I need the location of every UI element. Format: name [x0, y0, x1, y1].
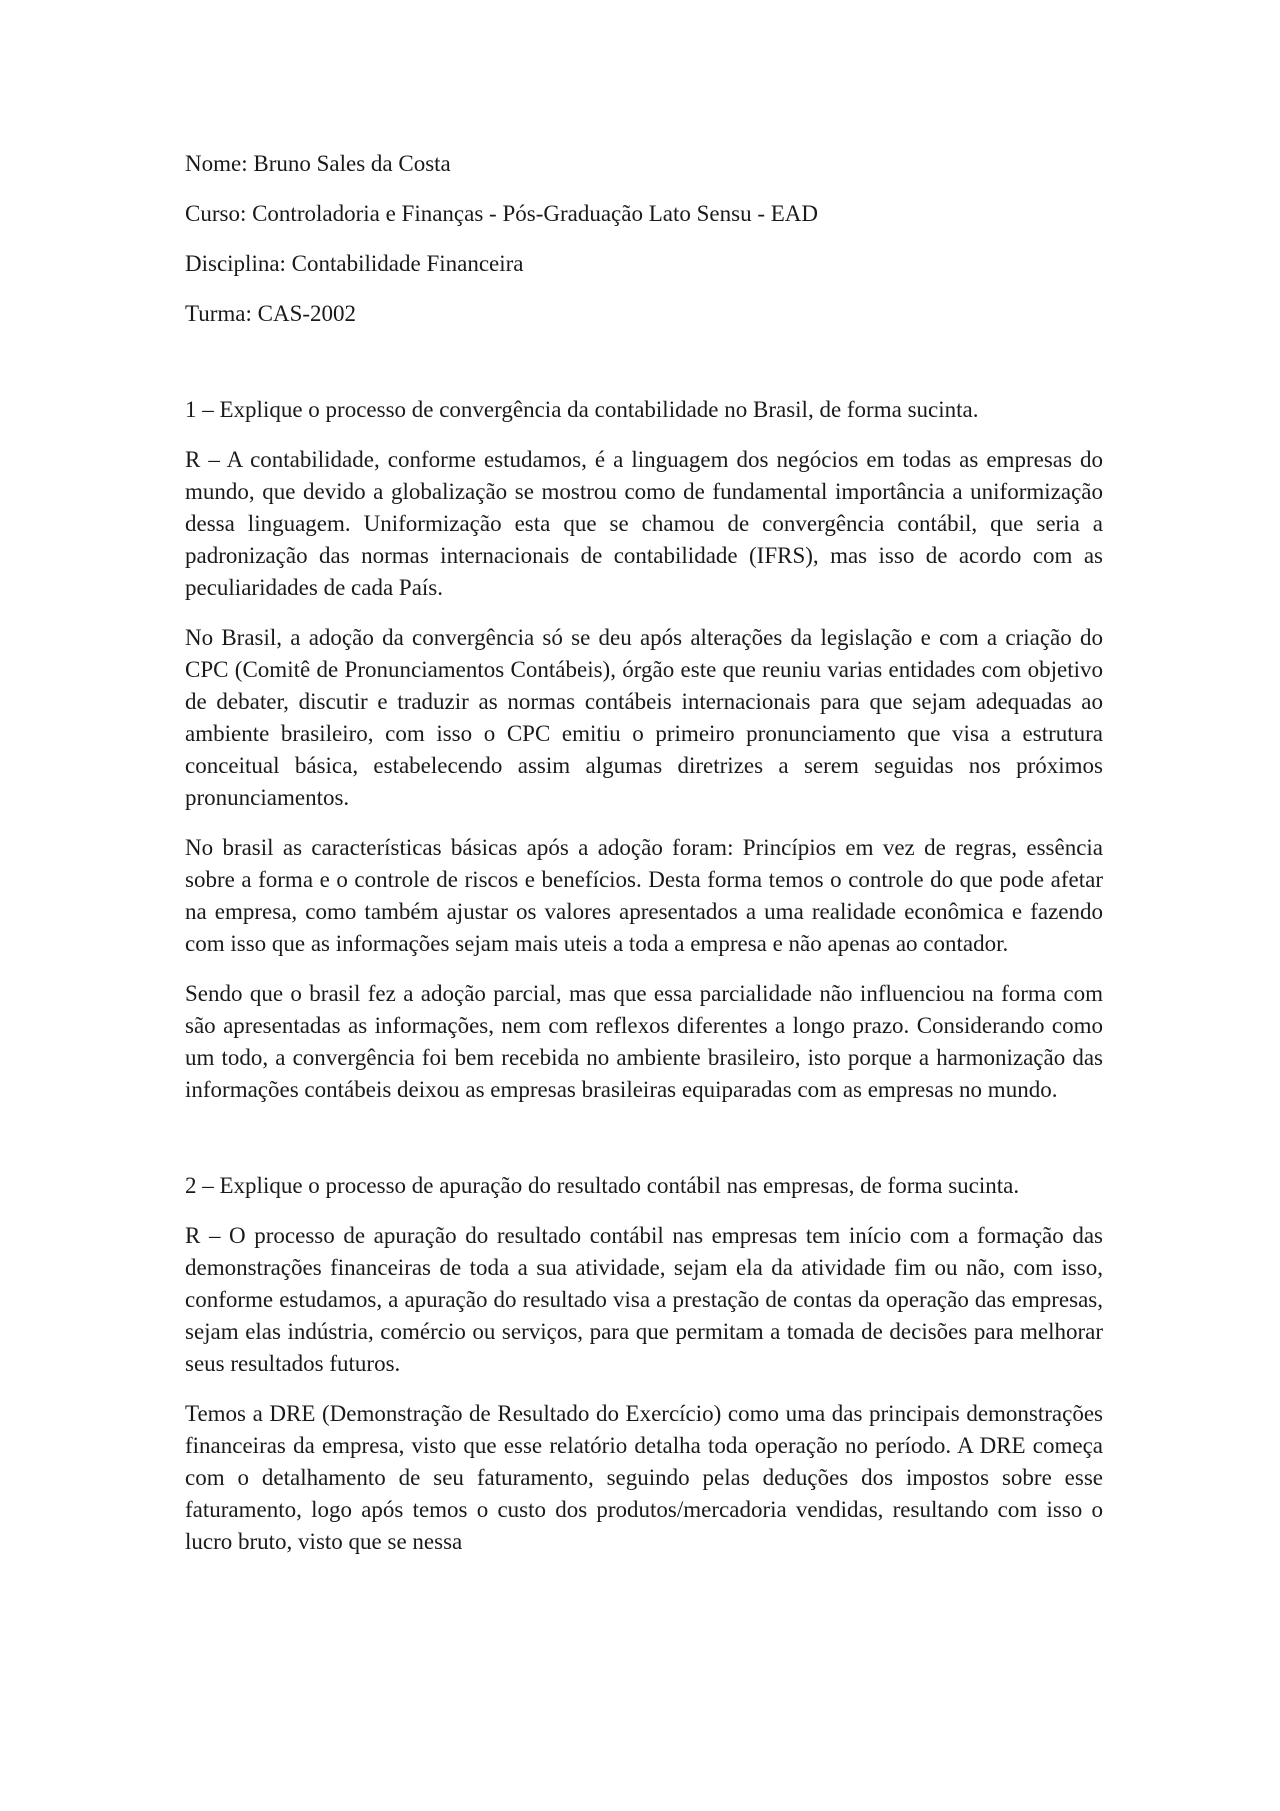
section-2	[185, 1170, 1103, 1558]
section-spacer	[185, 1124, 1103, 1170]
question-2: 2 – Explique o processo de apuração do resultado contábil nas empresas, de forma sucinta.	[185, 1173, 1020, 1198]
class-name: Turma: CAS-2002	[185, 301, 357, 326]
question-1: 1 – Explique o processo de convergência da contabilidade no Brasil, de forma sucinta.	[185, 397, 979, 422]
student-name: Nome: Bruno Sales da Costa	[185, 151, 451, 176]
document-page	[185, 148, 1103, 1576]
course-name: Curso: Controladoria e Finanças - Pós-Graduação Lato Sensu - EAD	[185, 201, 818, 226]
section-1	[185, 394, 1103, 1106]
student-info	[185, 148, 1103, 330]
answer-1-paragraph-1: R – A contabilidade, conforme estudamos, é a linguagem dos negócios em todas as empresas do mundo, que devido a globalização se mostrou como de fundamental importância a uniformização dessa linguagem. Uniformização esta que se chamou de convergência contábil, que seria a padronização das normas internacionais de contabilidade (IFRS), mas isso de acordo com as peculiaridades de cada País.	[185, 447, 1103, 600]
answer-1-paragraph-3: No brasil as características básicas após a adoção foram: Princípios em vez de regras, essência sobre a forma e o controle de riscos e benefícios. Desta forma temos o controle do que pode afetar na empresa, como também ajustar os valores apresentados a uma realidade econômica e fazendo com isso que as informações sejam mais uteis a toda a empresa e não apenas ao contador.	[185, 835, 1103, 956]
discipline-name: Disciplina: Contabilidade Financeira	[185, 251, 524, 276]
answer-1-paragraph-4: Sendo que o brasil fez a adoção parcial, mas que essa parcialidade não influenciou na forma com são apresentadas as informações, nem com reflexos diferentes a longo prazo. Considerando como um todo, a convergência foi bem recebida no ambiente brasileiro, isto porque a harmonização das informações contábeis deixou as empresas brasileiras equiparadas com as empresas no mundo.	[185, 981, 1103, 1102]
answer-2-paragraph-1: R – O processo de apuração do resultado contábil nas empresas tem início com a formação das demonstrações financeiras de toda a sua atividade, sejam ela da atividade fim ou não, com isso, conforme estudamos, a apuração do resultado visa a prestação de contas da operação das empresas, sejam elas indústria, comércio ou serviços, para que permitam a tomada de decisões para melhorar seus resultados futuros.	[185, 1223, 1103, 1376]
answer-1-paragraph-2: No Brasil, a adoção da convergência só se deu após alterações da legislação e com a criação do CPC (Comitê de Pronunciamentos Contábeis), órgão este que reuniu varias entidades com objetivo de debater, discutir e traduzir as normas contábeis internacionais para que sejam adequadas ao ambiente brasileiro, com isso o CPC emitiu o primeiro pronunciamento que visa a estrutura conceitual básica, estabelecendo assim algumas diretrizes a serem seguidas nos próximos pronunciamentos.	[185, 625, 1103, 810]
answer-2-paragraph-2: Temos a DRE (Demonstração de Resultado do Exercício) como uma das principais demonstrações financeiras da empresa, visto que esse relatório detalha toda operação no período. A DRE começa com o detalhamento de seu faturamento, seguindo pelas deduções dos impostos sobre esse faturamento, logo após temos o custo dos produtos/mercadoria vendidas, resultando com isso o lucro bruto, visto que se nessa	[185, 1401, 1103, 1554]
